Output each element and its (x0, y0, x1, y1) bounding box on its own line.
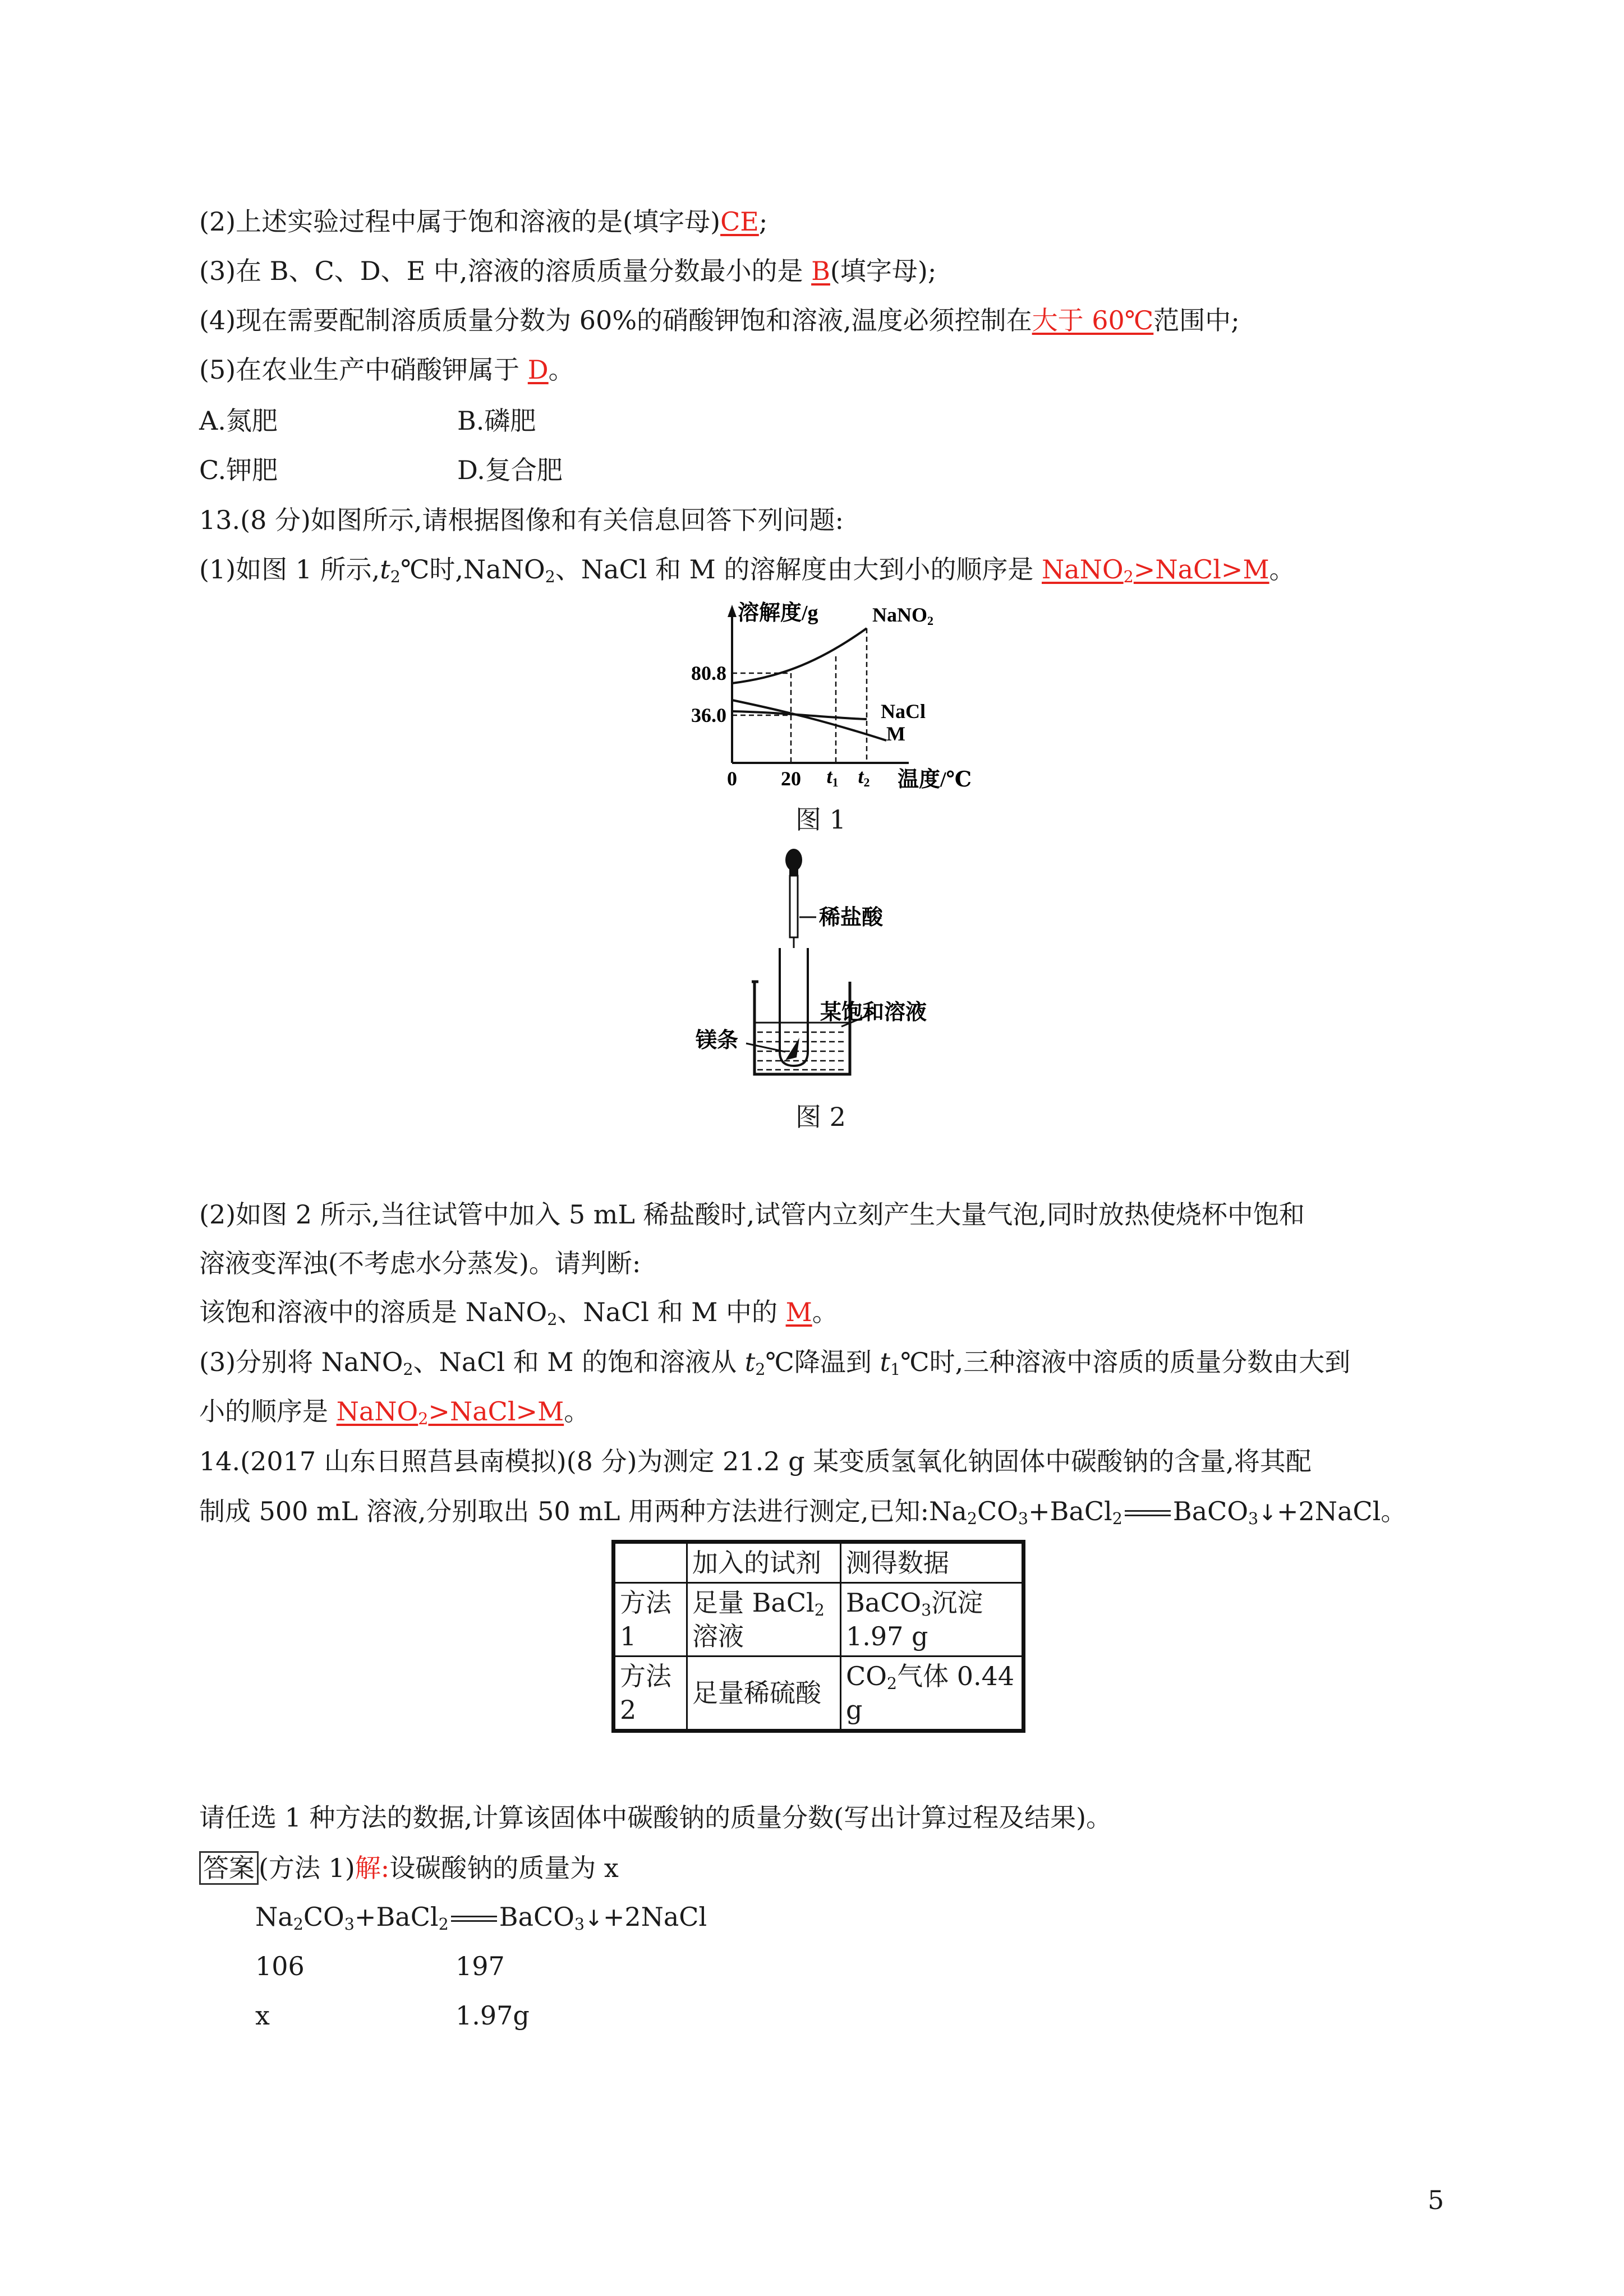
answer-blank: 大于 60℃ (1032, 305, 1154, 335)
curve-nano2 (732, 628, 867, 683)
precipitate-arrow: ↓ (585, 1906, 603, 1931)
q14-line2: 制成 500 mL 溶液,分别取出 50 mL 用两种方法进行测定,已知$:Na_2CO_3+BaCl_2$ BaCO$_3$↓+2NaCl。 (199, 1496, 1407, 1529)
option-b: B.磷肥 (457, 406, 536, 436)
answer-blank: D (527, 355, 549, 385)
table-header-cell (614, 1542, 687, 1583)
table-cell: BaCO$_3$沉淀 1.97 g (841, 1583, 1024, 1657)
dropper-bulb (785, 849, 802, 871)
label-m: M (886, 723, 905, 745)
equals-sign (1122, 1508, 1173, 1519)
q12-part3: (3)在 B、C、D、E 中,溶液的溶质质量分数最小的是 B(填字母); (199, 256, 937, 286)
x-tick-t2: t2 (858, 765, 870, 789)
calc-ratio-1a: 106 (255, 1951, 305, 1981)
answer-blank: NaNO$_2$>NaCl>M (1042, 554, 1269, 587)
calc-ratio-1b: 197 (456, 1951, 505, 1981)
y-axis-label: 溶解度/g (738, 601, 818, 625)
label-nano2: NaNO2 (872, 604, 933, 628)
q13-part1: (1)如图 1 所示$,t_2℃$时,NaNO$_2$、NaCl 和 M 的溶解度由大到小的顺序是 NaNO$_2$>NaCl>M。 (199, 554, 1295, 587)
precipitate-arrow: ↓ (1258, 1501, 1277, 1526)
answer-tag: 答案 (199, 1851, 259, 1885)
answer-blank: NaNO$_2$>NaCl>M (336, 1396, 564, 1429)
method-table (611, 1540, 1025, 1733)
dropper-neck (789, 869, 798, 876)
answer-line: 答案 (方法 1)解:设碳酸钠的质量为 x (199, 1851, 619, 1885)
table-header-row (614, 1542, 1024, 1583)
figure1-caption: 图 1 (795, 804, 846, 835)
q12-part4: (4)现在需要配制溶质质量分数为 60%的硝酸钾饱和溶液,温度必须控制在大于 60℃范围中; (199, 305, 1240, 335)
y-axis-arrow (728, 605, 737, 617)
table-cell: 方法 1 (614, 1583, 687, 1657)
table-cell: 足量稀硫酸 (687, 1657, 841, 1731)
table-cell: $CO_2$气体 0.44 g (841, 1657, 1024, 1731)
equals-sign (449, 1913, 499, 1925)
y-tick-36: 36.0 (691, 704, 726, 726)
q13-part2-line1: (2)如图 2 所示,当往试管中加入 5 mL 稀盐酸时,试管内立刻产生大量气泡,同时放热使烧杯中饱和 (199, 1199, 1305, 1230)
table-cell: 方法 2 (614, 1657, 687, 1731)
curve-m (732, 700, 886, 740)
q14-prompt: 请任选 1 种方法的数据,计算该固体中碳酸钠的质量分数(写出计算过程及结果)。 (199, 1802, 1112, 1833)
answer-blank: M (785, 1297, 812, 1327)
table-row (614, 1657, 1024, 1731)
table-header-cell: 测得数据 (841, 1542, 1024, 1583)
calc-equation: $Na_2CO_3+BaCl_2$ BaCO$_3$↓+2NaCl (255, 1902, 707, 1934)
q13-part2-line3: 该饱和溶液中的溶质是 NaNO$_2$、NaCl 和 M 中的 M。 (199, 1297, 838, 1329)
y-tick-80-8: 80.8 (691, 662, 726, 684)
q13-part3-line1: (3)分别将 NaNO$_2$、NaCl 和 M 的饱和溶液从 $t_2℃$降温到 $t_1℃$时,三种溶液中溶质的质量分数由大到 (199, 1347, 1351, 1379)
apparatus-diagram (696, 844, 954, 1080)
label-nacl: NaCl (881, 700, 926, 723)
label-dilute-hcl: 稀盐酸 (819, 906, 884, 930)
q13-part2-line2: 溶液变浑浊(不考虑水分蒸发)。请判断: (199, 1248, 641, 1278)
label-magnesium: 镁条 (696, 1029, 739, 1052)
q13-part3-line2: 小的顺序是 NaNO$_2$>NaCl>M。 (199, 1396, 590, 1429)
option-d: D.复合肥 (457, 455, 563, 485)
dropper-tube (790, 876, 798, 937)
x-tick-0: 0 (727, 767, 737, 790)
table-header-cell: 加入的试剂 (687, 1542, 841, 1583)
label-saturated-solution: 某饱和溶液 (820, 1001, 927, 1024)
option-c: C.钾肥 (199, 455, 278, 485)
answer-blank: B (811, 256, 830, 286)
calc-ratio-2a: x (255, 2000, 270, 2031)
calc-ratio-2b: 1.97g (456, 2000, 530, 2031)
figure2-caption: 图 2 (795, 1102, 846, 1132)
option-a: A.氮肥 (199, 406, 278, 436)
x-axis-label: 温度/℃ (898, 768, 972, 791)
solubility-chart (673, 600, 987, 791)
answer-blank: CE (720, 206, 759, 237)
q12-part2: (2)上述实验过程中属于饱和溶液的是(填字母)CE; (199, 206, 768, 237)
table-cell: 足量 BaCl$_2$ 溶液 (687, 1583, 841, 1657)
x-tick-20: 20 (781, 767, 801, 790)
x-tick-t1: t1 (826, 765, 839, 789)
page-number: 5 (1428, 2185, 1444, 2215)
q12-part5: (5)在农业生产中硝酸钾属于 D。 (199, 355, 574, 385)
q13-header: 13.(8 分)如图所示,请根据图像和有关信息回答下列问题: (199, 505, 844, 535)
table-row (614, 1583, 1024, 1657)
q14-line1: 14.(2017 山东日照莒县南模拟)(8 分)为测定 21.2 g 某变质氢氧化钠固体中碳酸钠的含量,将其配 (199, 1446, 1312, 1476)
